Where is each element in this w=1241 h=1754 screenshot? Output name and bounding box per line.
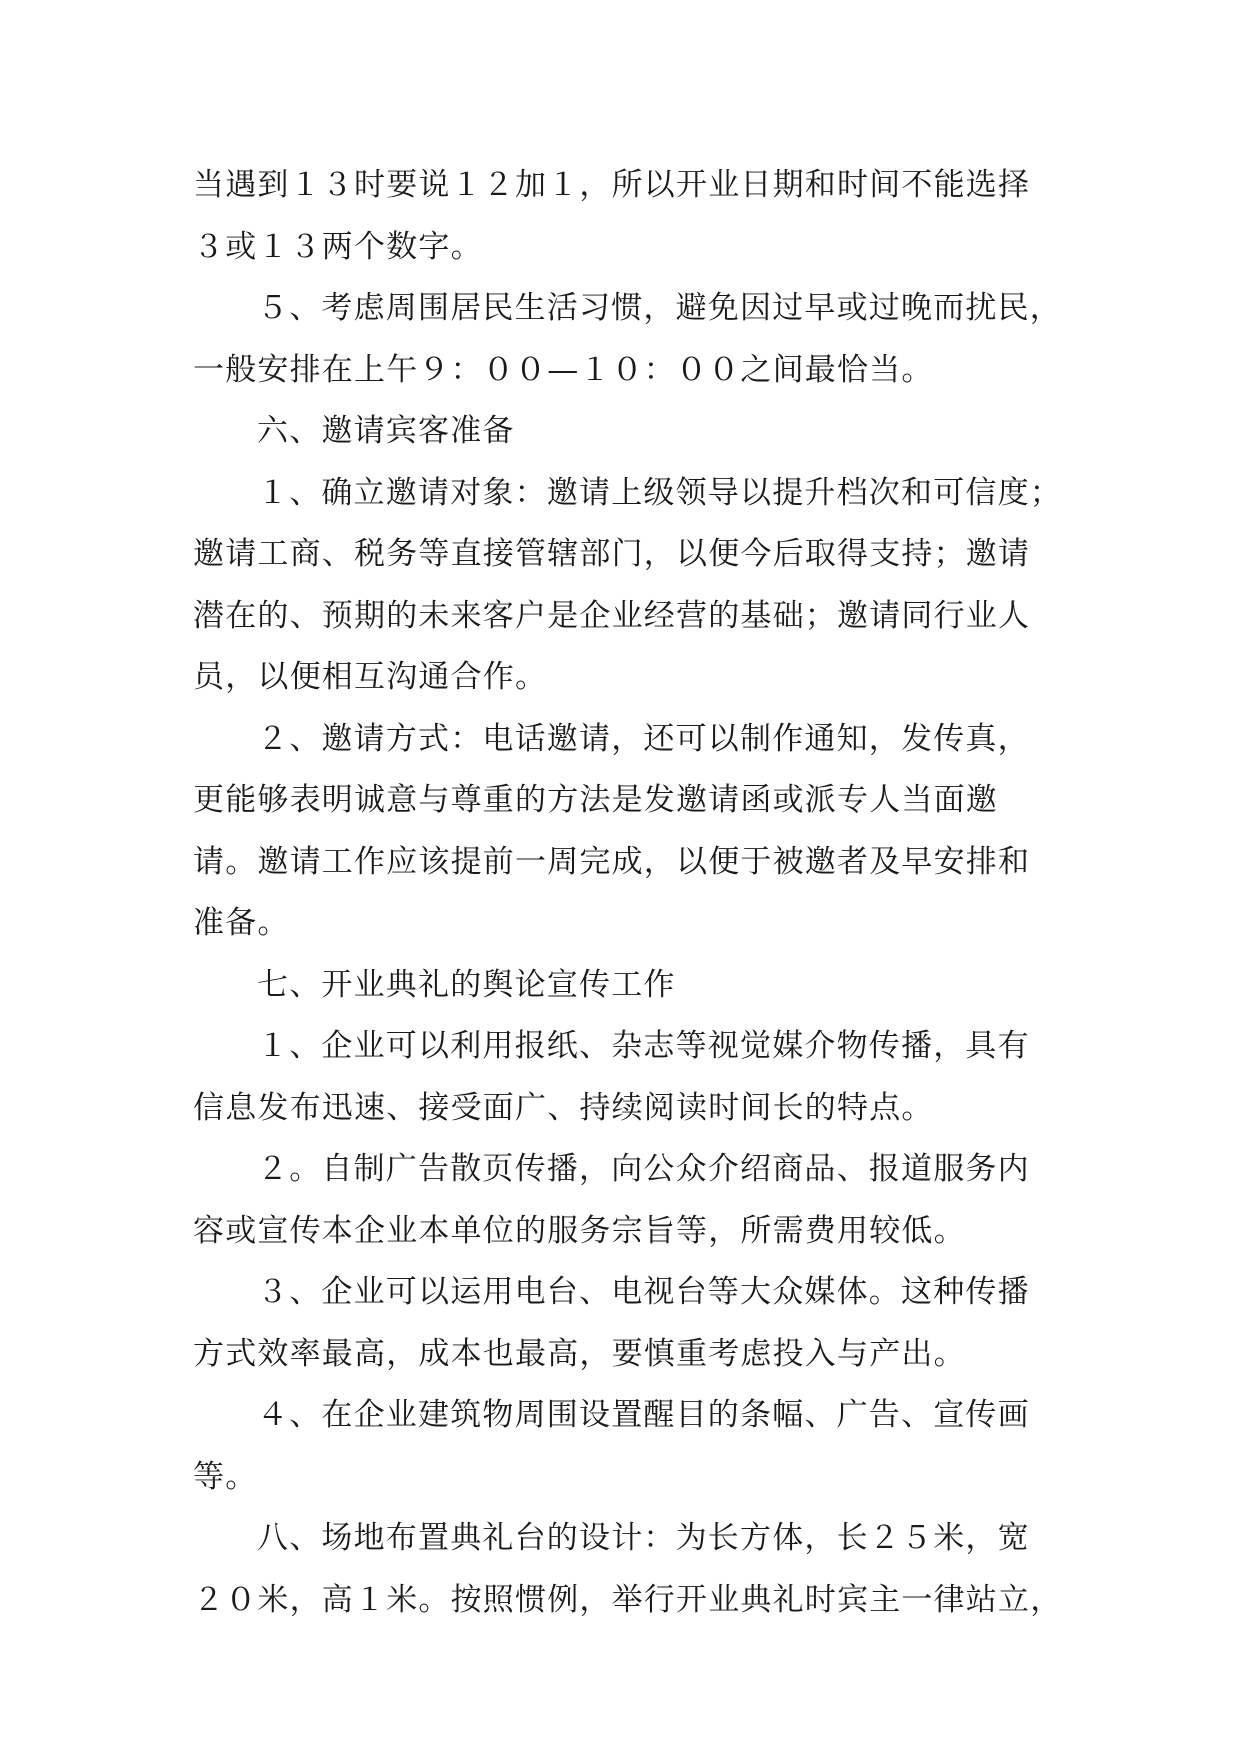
text-line: ３或１３两个数字。 — [193, 228, 483, 265]
text-line: 等。 — [193, 1458, 258, 1495]
text-line: ５、考虑周围居民生活习惯，避免因过早或过晚而扰民， — [257, 290, 1062, 326]
text-line: ２、邀请方式：电话邀请，还可以制作通知，发传真， — [257, 720, 1030, 757]
text-line: 更能够表明诚意与尊重的方法是发邀请函或派专人当面邀 — [193, 782, 998, 818]
text-line: ４、在企业建筑物周围设置醒目的条幅、广告、宣传画 — [257, 1397, 1030, 1433]
text-line: 准备。 — [193, 905, 290, 941]
section-heading: 八、场地布置典礼台的设计：为长方体，长２５米，宽 — [257, 1520, 1030, 1556]
text-line: 当遇到１３时要说１２加１，所以开业日期和时间不能选择 — [193, 167, 1031, 203]
text-line: 信息发布迅速、接受面广、持续阅读时间长的特点。 — [193, 1089, 934, 1126]
text-line: 邀请工商、税务等直接管辖部门，以便今后取得支持；邀请 — [193, 536, 1031, 572]
text-line: １、企业可以利用报纸、杂志等视觉媒介物传播，具有 — [257, 1028, 1030, 1064]
section-heading: 六、邀请宾客准备 — [257, 413, 515, 449]
text-line: 方式效率最高，成本也最高，要慎重考虑投入与产出。 — [193, 1335, 966, 1372]
text-line: 请。邀请工作应该提前一周完成，以便于被邀者及早安排和 — [193, 843, 1031, 880]
section-heading: 七、开业典礼的舆论宣传工作 — [257, 966, 676, 1003]
text-line: １、确立邀请对象：邀请上级领导以提升档次和可信度； — [257, 474, 1062, 511]
document-body — [193, 155, 1073, 1631]
text-line: ２０米，高１米。按照惯例，举行开业典礼时宾主一律站立， — [193, 1581, 1063, 1618]
text-line: 一般安排在上午９：００—１０：００之间最恰当。 — [193, 351, 934, 388]
text-line: ３、企业可以运用电台、电视台等大众媒体。这种传播 — [257, 1274, 1030, 1310]
text-line: 潜在的、预期的未来客户是企业经营的基础；邀请同行业人 — [193, 597, 1031, 634]
text-line: 员，以便相互沟通合作。 — [193, 659, 548, 695]
text-line: 容或宣传本企业本单位的服务宗旨等，所需费用较低。 — [193, 1212, 966, 1249]
text-line: ２。自制广告散页传播，向公众介绍商品、报道服务内 — [257, 1151, 1030, 1187]
